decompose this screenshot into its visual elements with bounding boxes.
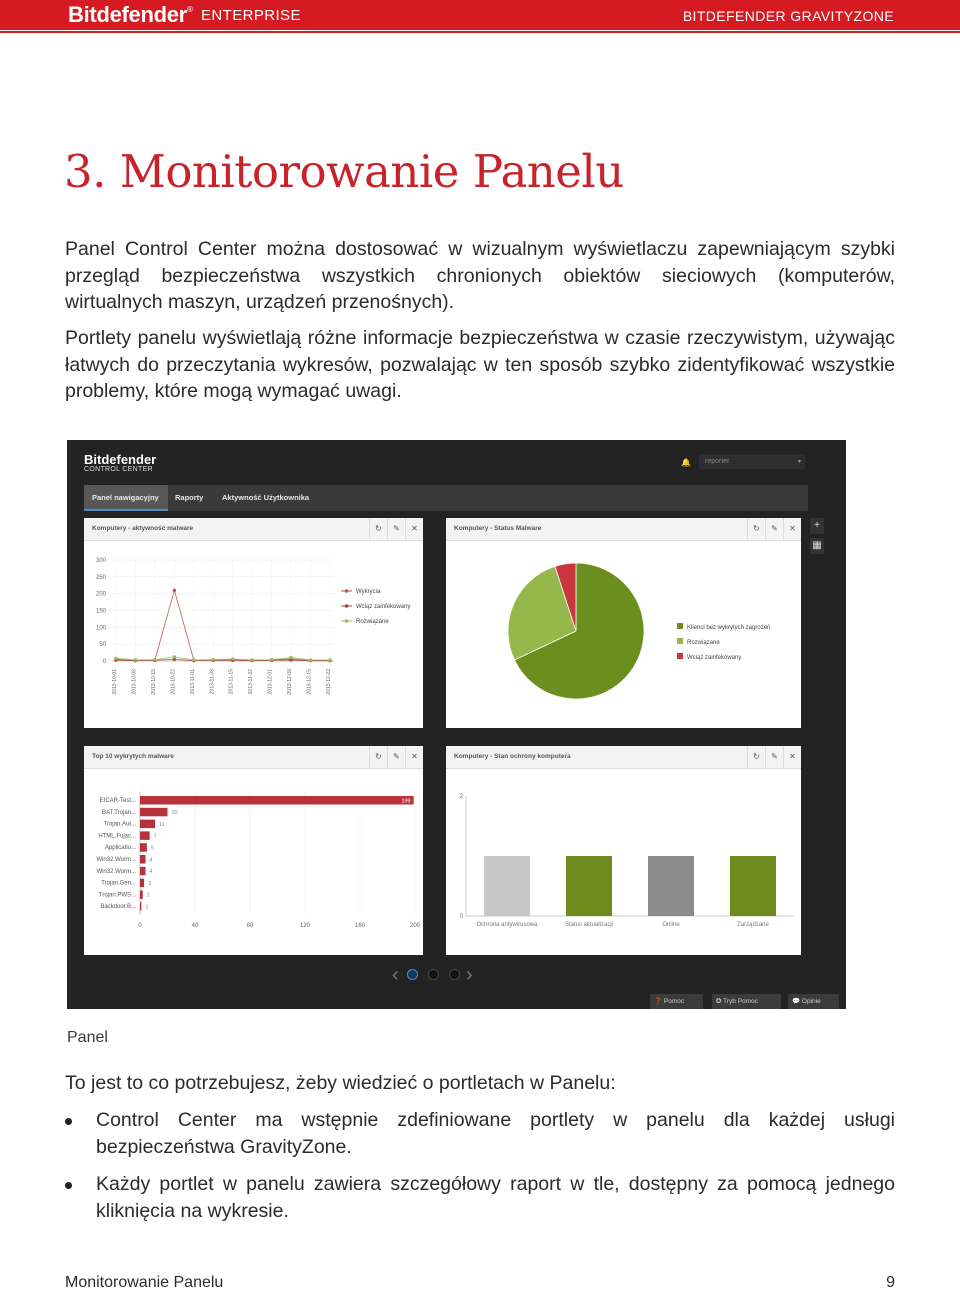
refresh-icon[interactable]: ↻ (369, 746, 387, 768)
legend-label: Rozwiązane (687, 640, 720, 646)
tab-reports[interactable]: Raporty (175, 493, 204, 502)
y-tick-label: 300 (95, 558, 106, 564)
x-tick-label: 120 (299, 923, 311, 929)
grid-layout-button[interactable]: ▦ (810, 538, 824, 554)
x-tick-label: 2013-12-22 (326, 669, 332, 695)
x-tick-label: Ochrona antywirusowa (476, 922, 538, 928)
data-point (153, 658, 156, 661)
data-point (289, 656, 292, 659)
data-point (309, 658, 312, 661)
x-tick-label: Online (662, 922, 680, 928)
y-tick-label: HTML.Fujac... (98, 833, 136, 840)
data-point (114, 657, 117, 660)
tab-bar (84, 485, 808, 511)
tab-user-activity[interactable]: Aktywność Użytkownika (222, 493, 310, 502)
x-tick-label: 2013-12-01 (267, 669, 274, 695)
header-product: BITDEFENDER GRAVITYZONE (682, 8, 894, 24)
paragraph-intro: Panel Control Center można dostosować w wizualnym wyświetlaczu zapewniającym szybki przegląd bezpieczeństwa wszystkich chronionych obiektów sieciowych (komputerów, wirtualnych maszyn, urządzeń przenośnych). (65, 238, 895, 313)
bar (140, 843, 147, 852)
y-tick-label: 50 (99, 642, 106, 649)
x-tick-label: 200 (409, 923, 421, 929)
legend-label: Klienci bez wykrytych zagrożeń (687, 625, 771, 631)
close-icon[interactable]: ✕ (783, 518, 801, 540)
x-tick-label: 2013-11-22 (248, 669, 255, 695)
user-menu[interactable] (699, 455, 805, 469)
carousel-dot[interactable] (428, 969, 439, 980)
brand-sub: ENTERPRISE (201, 7, 301, 24)
bar (140, 808, 168, 817)
y-tick-label: Backdoor.B... (100, 904, 136, 911)
page-number: 9 (886, 1274, 895, 1291)
bar (140, 796, 414, 805)
portlet-title: Top 10 wykrytych malware (92, 753, 174, 760)
y-tick-label: Applicatio... (104, 845, 136, 852)
header-divider (0, 31, 960, 33)
x-tick-label: 80 (246, 923, 254, 929)
data-label: 7 (153, 833, 157, 840)
help-button[interactable]: ❓ Pomoc (650, 994, 703, 1009)
y-tick-label: 2 (459, 794, 463, 800)
data-point (270, 658, 273, 661)
x-tick-label: 2013-11-15 (228, 669, 235, 695)
chevron-down-icon: ▾ (797, 459, 801, 465)
y-tick-label: Win32.Worm... (96, 857, 136, 863)
data-point (134, 658, 137, 661)
bar (730, 856, 776, 916)
data-label: 11 (159, 821, 165, 828)
line-chart[interactable] (84, 518, 423, 728)
refresh-icon[interactable]: ↻ (747, 746, 765, 768)
x-tick-label: 2013-11-01 (189, 669, 196, 695)
y-tick-label: 100 (95, 625, 106, 632)
portlet-top10-malware[interactable] (84, 746, 423, 955)
edit-icon[interactable]: ✎ (765, 518, 783, 540)
portlet-protection-status[interactable] (446, 746, 801, 955)
app-logo: Bitdefender (84, 452, 157, 467)
page-title: 3. Monitorowanie Panelu (64, 145, 624, 198)
portlet-malware-activity[interactable] (84, 518, 423, 728)
bar (140, 820, 155, 829)
carousel-nav (392, 965, 482, 985)
close-icon[interactable]: ✕ (783, 746, 801, 768)
close-icon[interactable]: ✕ (405, 746, 423, 768)
data-label: 199 (401, 798, 411, 805)
list-item: Każdy portlet w panelu zawiera szczegółowy raport w tle, dostępny za pomocą jednego kliknięcia na wykresie. (65, 1171, 895, 1224)
side-buttons (810, 518, 824, 558)
refresh-icon[interactable]: ↻ (747, 518, 765, 540)
brand-logo: Bitdefender® (68, 2, 193, 27)
data-label: 4 (149, 857, 153, 864)
data-point (192, 658, 195, 661)
y-tick-label: 0 (102, 659, 106, 665)
legend-marker (345, 589, 349, 593)
portlet-malware-status[interactable] (446, 518, 801, 728)
carousel-dot[interactable] (449, 969, 460, 980)
legend-swatch (677, 638, 683, 644)
y-tick-label: Trojan.Aut... (103, 821, 136, 828)
x-tick-label: 2013-11-08 (209, 669, 216, 695)
data-point (173, 589, 176, 592)
x-tick-label: 2013-12-08 (287, 669, 294, 695)
add-portlet-button[interactable]: + (810, 518, 824, 534)
x-tick-label: 0 (138, 923, 142, 929)
figure-caption: Panel (67, 1029, 108, 1046)
bar (140, 890, 143, 899)
data-label: 2 (146, 892, 150, 899)
paragraph-summary: To jest to co potrzebujesz, żeby wiedzieć o portletach w Panelu: (65, 1072, 616, 1094)
data-point (212, 658, 215, 661)
x-tick-label: Status aktualizacji (564, 922, 614, 928)
portlet-title: Komputery - Status Malware (454, 525, 542, 532)
series-line (116, 590, 330, 660)
help-mode-button[interactable]: ✪ Tryb Pomoc (712, 994, 781, 1009)
paragraph-portlets: Portlety panelu wyświetlają różne informacje bezpieczeństwa w czasie rzeczywistym, używając łatwych do przeczytania wykresów, pozwalając w ten sposób szybko zidentyfikować wszystkie problemy, które mogą wymagać uwagi. (65, 327, 895, 402)
y-tick-label: BAT.Trojan... (101, 809, 136, 816)
legend-label: Rozwiązane (356, 619, 389, 625)
y-tick-label: Trojan.PWS... (98, 892, 136, 899)
y-tick-label: EICAR-Test... (99, 798, 136, 804)
y-tick-label: 150 (95, 608, 106, 615)
legend-label: Wciąż zainfekowany (356, 604, 411, 610)
refresh-icon[interactable]: ↻ (369, 518, 387, 540)
bar (140, 867, 146, 876)
x-tick-label: 2013-12-15 (306, 669, 313, 695)
bar (566, 856, 612, 916)
edit-icon[interactable]: ✎ (387, 746, 405, 768)
feedback-button[interactable]: 💬 Opinie (788, 994, 839, 1009)
data-label: 1 (145, 904, 149, 911)
bullet-icon (65, 1182, 72, 1189)
bar (140, 879, 144, 888)
bar (648, 856, 694, 916)
data-label: 4 (149, 869, 153, 876)
y-tick-label: 250 (95, 574, 106, 581)
data-point (231, 657, 234, 660)
x-tick-label: 160 (354, 923, 366, 929)
pie-chart[interactable] (446, 518, 801, 728)
legend-swatch (677, 623, 683, 629)
legend-label: Wciąż zainfekowany (687, 655, 742, 661)
x-tick-label: Zarządzane (737, 922, 769, 928)
bar (140, 902, 141, 911)
chevron-left-icon[interactable]: ‹ (392, 964, 399, 986)
x-tick-label: 2013-10-15 (150, 669, 157, 695)
tab-dashboard[interactable]: Panel nawigacyjny (84, 485, 168, 511)
x-tick-label: 40 (191, 923, 199, 929)
edit-icon[interactable]: ✎ (387, 518, 405, 540)
data-label: 20 (171, 810, 178, 817)
bar (484, 856, 530, 916)
chevron-right-icon[interactable]: › (466, 964, 473, 986)
carousel-dot[interactable] (407, 969, 418, 980)
hbar-chart[interactable] (84, 746, 423, 955)
data-point (173, 655, 176, 658)
legend-marker (345, 604, 349, 608)
user-name: reporter (705, 458, 730, 465)
legend-swatch (677, 653, 683, 659)
bar (140, 855, 146, 864)
dashboard-screenshot (67, 440, 846, 1009)
y-tick-label: Trojan.Gen... (101, 880, 136, 887)
x-tick-label: 2013-10-08 (131, 669, 138, 695)
bullet-list (65, 1107, 895, 1235)
bell-icon[interactable]: 🔔 (681, 458, 691, 467)
data-point (328, 658, 331, 661)
edit-icon[interactable]: ✎ (765, 746, 783, 768)
header-bar (0, 0, 960, 30)
bullet-icon (65, 1118, 72, 1125)
legend-label: Wykrycia (356, 589, 381, 595)
legend-marker (345, 619, 349, 623)
y-tick-label: 0 (459, 914, 463, 920)
app-logo-sub: CONTROL CENTER (84, 466, 153, 473)
bar (140, 831, 150, 840)
x-tick-label: 2013-10-01 (112, 669, 118, 695)
portlet-title: Komputery - Stan ochrony komputera (454, 753, 571, 760)
close-icon[interactable]: ✕ (405, 518, 423, 540)
footer-section-title: Monitorowanie Panelu (65, 1274, 224, 1291)
portlet-title: Komputery - aktywność malware (92, 525, 194, 532)
data-label: 5 (150, 845, 154, 852)
x-tick-label: 2013-10-22 (170, 669, 177, 695)
y-tick-label: Win32.Worm... (96, 868, 136, 875)
column-chart[interactable] (446, 746, 801, 955)
y-tick-label: 200 (95, 591, 106, 598)
data-point (250, 658, 253, 661)
data-label: 3 (148, 880, 152, 887)
list-item: Control Center ma wstępnie zdefiniowane portlety w panelu dla każdej usługi bezpieczeństwa GravityZone. (65, 1107, 895, 1160)
